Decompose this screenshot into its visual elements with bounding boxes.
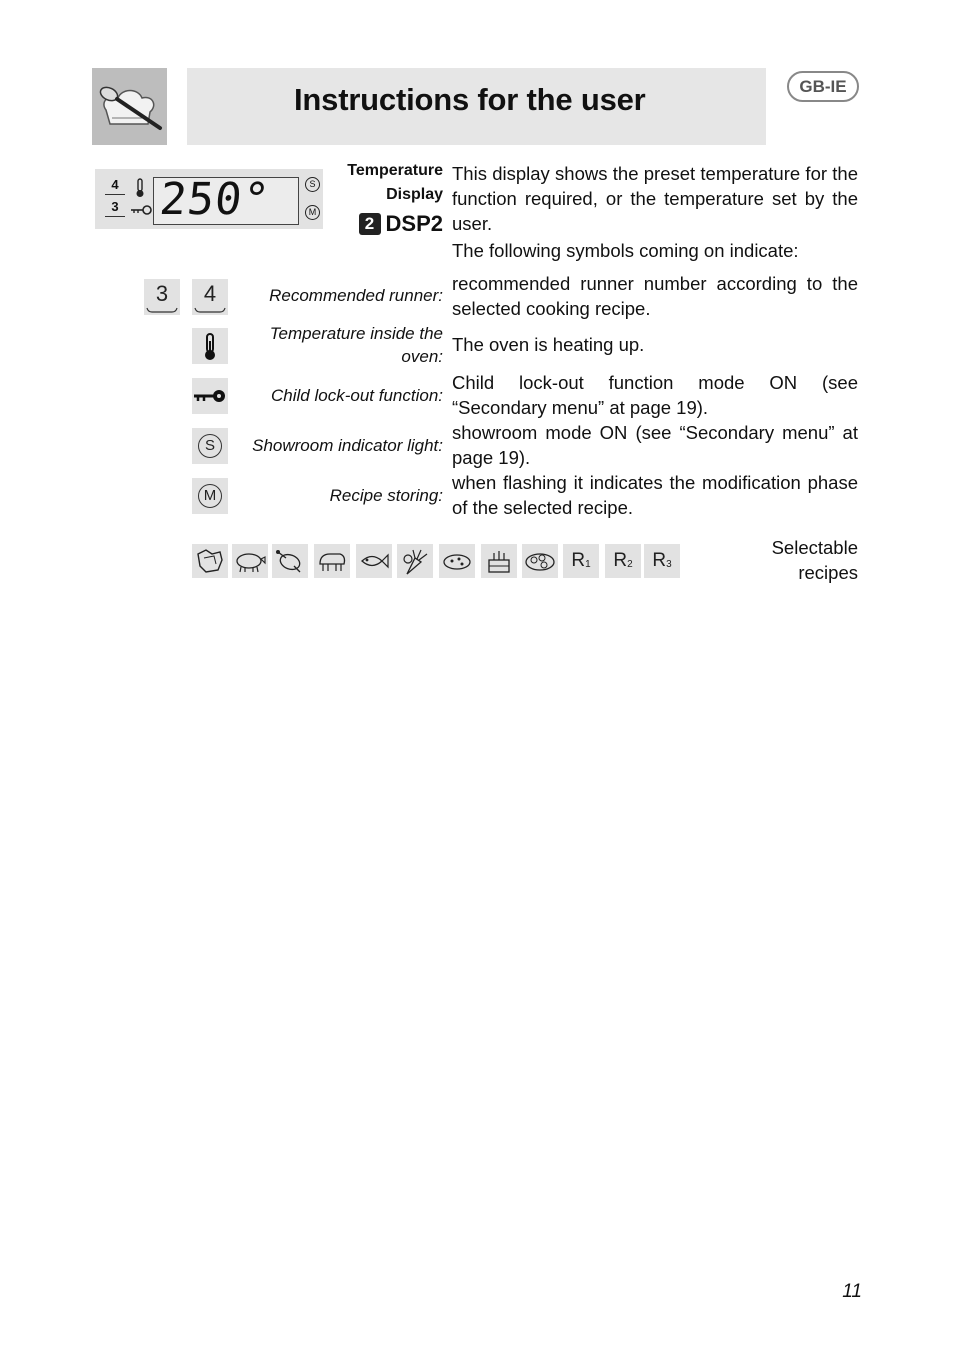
symbol-label-recipe-storing: Recipe storing:: [329, 486, 443, 505]
lcd-runner-top: 4: [111, 177, 119, 192]
header-logo: [92, 68, 167, 145]
user-recipe-r3: [644, 544, 680, 578]
lcd-digits: 250°: [157, 174, 273, 225]
recipe-letter: R: [613, 550, 628, 571]
memory-m-icon: [192, 478, 228, 514]
pizza-icon: [439, 544, 475, 578]
label-line: recipes: [798, 562, 858, 583]
recipe-number: 2: [627, 559, 633, 570]
user-recipe-r1: [563, 544, 599, 578]
dsp2-code: [300, 210, 443, 238]
symbol-label-showroom: Showroom indicator light:: [252, 436, 443, 455]
temperature-display-label: [300, 159, 443, 207]
thermometer-icon: [192, 328, 228, 364]
lcd-runner-line: [105, 194, 125, 195]
lamb-icon: [314, 544, 350, 578]
page-title: Instructions for the user: [294, 82, 646, 117]
display-description: This display shows the preset temperature for the function required, or the temperature set by the user.: [452, 163, 858, 234]
spoon-chef-hat-icon: [92, 68, 167, 145]
symbol-label-runner: Recommended runner:: [269, 286, 443, 305]
runner-number: 4: [203, 281, 217, 306]
selectable-recipes-label: [700, 535, 858, 585]
showroom-s-icon: [192, 428, 228, 464]
dsp-code-text: DSP2: [385, 211, 443, 236]
runner-number: 3: [155, 281, 169, 306]
label-line: Display: [386, 186, 443, 203]
lcd-memory-indicator: M: [305, 205, 320, 220]
biscuits-icon: [522, 544, 558, 578]
symbol-desc-temperature: The oven is heating up.: [452, 334, 645, 355]
symbol-desc-showroom: showroom mode ON (see “Secondary menu” at page 19).: [452, 422, 858, 468]
lcd-showroom-indicator: S: [305, 177, 320, 192]
lcd-runner-line: [105, 216, 125, 217]
fish-icon: [356, 544, 392, 578]
user-recipe-r2: [605, 544, 641, 578]
recipe-number: 1: [585, 559, 591, 570]
symbol-desc-runner: recommended runner number according to the selected cooking recipe.: [452, 273, 858, 319]
symbol-desc-child-lock: Child lock-out function mode ON (see “Secondary menu” at page 19).: [452, 372, 858, 418]
recipe-number: 3: [666, 559, 672, 570]
recipe-letter: R: [652, 550, 667, 571]
lcd-runner-bottom: 3: [111, 199, 119, 214]
runner-4-icon: [192, 279, 228, 315]
chicken-icon: [272, 544, 308, 578]
showroom-s-letter: S: [198, 434, 222, 458]
cake-icon: [481, 544, 517, 578]
page-number: 11: [842, 1281, 862, 1302]
dsp-number-badge: 2: [359, 213, 381, 235]
symbols-intro: The following symbols coming on indicate:: [452, 240, 799, 261]
lcd-screen: [153, 174, 299, 225]
memory-m-letter: M: [198, 484, 222, 508]
vegetables-icon: [397, 544, 433, 578]
key-icon: [192, 378, 228, 414]
temperature-display-illustration: [95, 169, 323, 229]
symbol-label-temperature: Temperature inside the oven:: [269, 324, 443, 366]
symbol-label-child-lock: Child lock-out function:: [271, 386, 443, 405]
runner-3-icon: [144, 279, 180, 315]
symbol-desc-recipe-storing: when flashing it indicates the modification phase of the selected recipe.: [452, 472, 858, 518]
label-line: Selectable: [771, 537, 858, 558]
lcd-key-icon: [130, 204, 152, 216]
pork-icon: [232, 544, 268, 578]
lcd-thermometer-icon: [135, 178, 145, 198]
label-line: Temperature: [347, 162, 443, 179]
language-badge: GB-IE: [787, 71, 859, 102]
beef-icon: [192, 544, 228, 578]
recipe-letter: R: [571, 550, 586, 571]
